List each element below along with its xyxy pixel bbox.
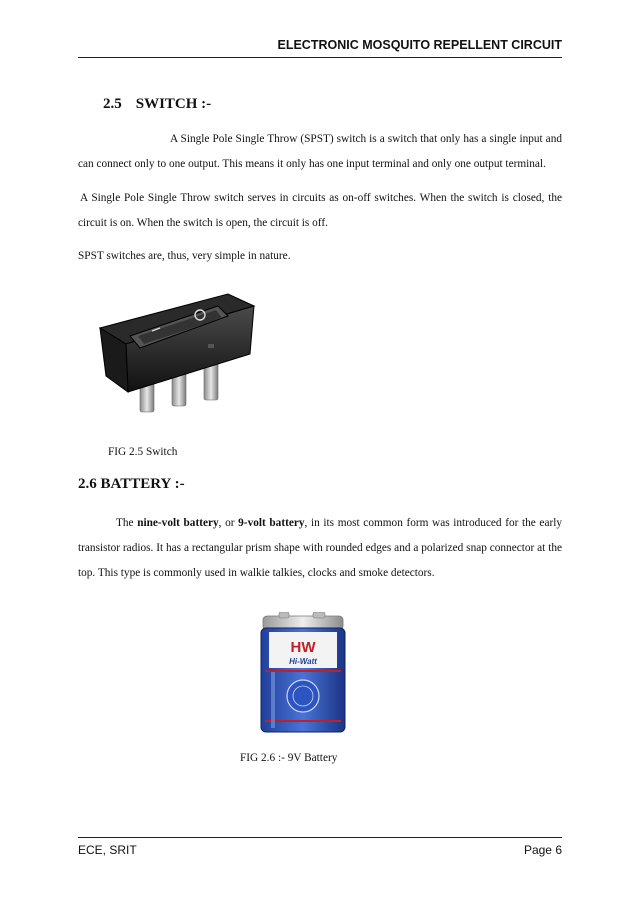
battery-text-lead: The bbox=[116, 517, 138, 529]
battery-text-mid: , or bbox=[218, 517, 239, 529]
switch-paragraph-1: A Single Pole Single Throw (SPST) switch is a switch that only has a single input and can connect only to one output. This means it only has one input terminal and only one output terminal. bbox=[78, 133, 562, 170]
battery-text-rest: , in its most common form was introduced for the early transistor radios. It has a rectangular prism shape with rounded edges and a polarized snap connector at the top. This type is commonly used in walkie talkies, clocks and smoke detectors. bbox=[78, 517, 563, 579]
footer-left: ECE, SRIT bbox=[78, 843, 137, 857]
section-number: 2.5 bbox=[103, 96, 122, 112]
section-title: SWITCH :- bbox=[135, 96, 212, 112]
footer-page-number: Page 6 bbox=[523, 843, 562, 857]
battery-name-text: Hi-Watt bbox=[289, 657, 317, 666]
battery-term-9-volt: 9-volt battery bbox=[238, 517, 305, 529]
figure-caption-battery: FIG 2.6 :- 9V Battery bbox=[240, 752, 338, 764]
header-rule bbox=[78, 57, 562, 58]
switch-paragraph-3: SPST switches are, thus, very simple in nature. bbox=[78, 250, 291, 262]
footer-rule bbox=[78, 837, 562, 838]
battery-paragraph bbox=[78, 511, 562, 586]
battery-term-nine-volt: nine-volt battery bbox=[137, 517, 219, 529]
nine-volt-battery-image bbox=[255, 612, 351, 736]
switch-paragraph-2: A Single Pole Single Throw switch serves in circuits as on-off switches. When the switch is closed, the circuit is on. When the switch is open, the circuit is off. bbox=[78, 192, 562, 229]
section-heading-switch bbox=[103, 96, 211, 113]
rocker-switch-image bbox=[78, 280, 268, 430]
running-header: ELECTRONIC MOSQUITO REPELLENT CIRCUIT bbox=[277, 38, 562, 52]
section-heading-battery: 2.6 BATTERY :- bbox=[78, 476, 185, 492]
figure-caption-switch: FIG 2.5 Switch bbox=[108, 446, 178, 458]
battery-brand-text: HW bbox=[290, 639, 316, 656]
